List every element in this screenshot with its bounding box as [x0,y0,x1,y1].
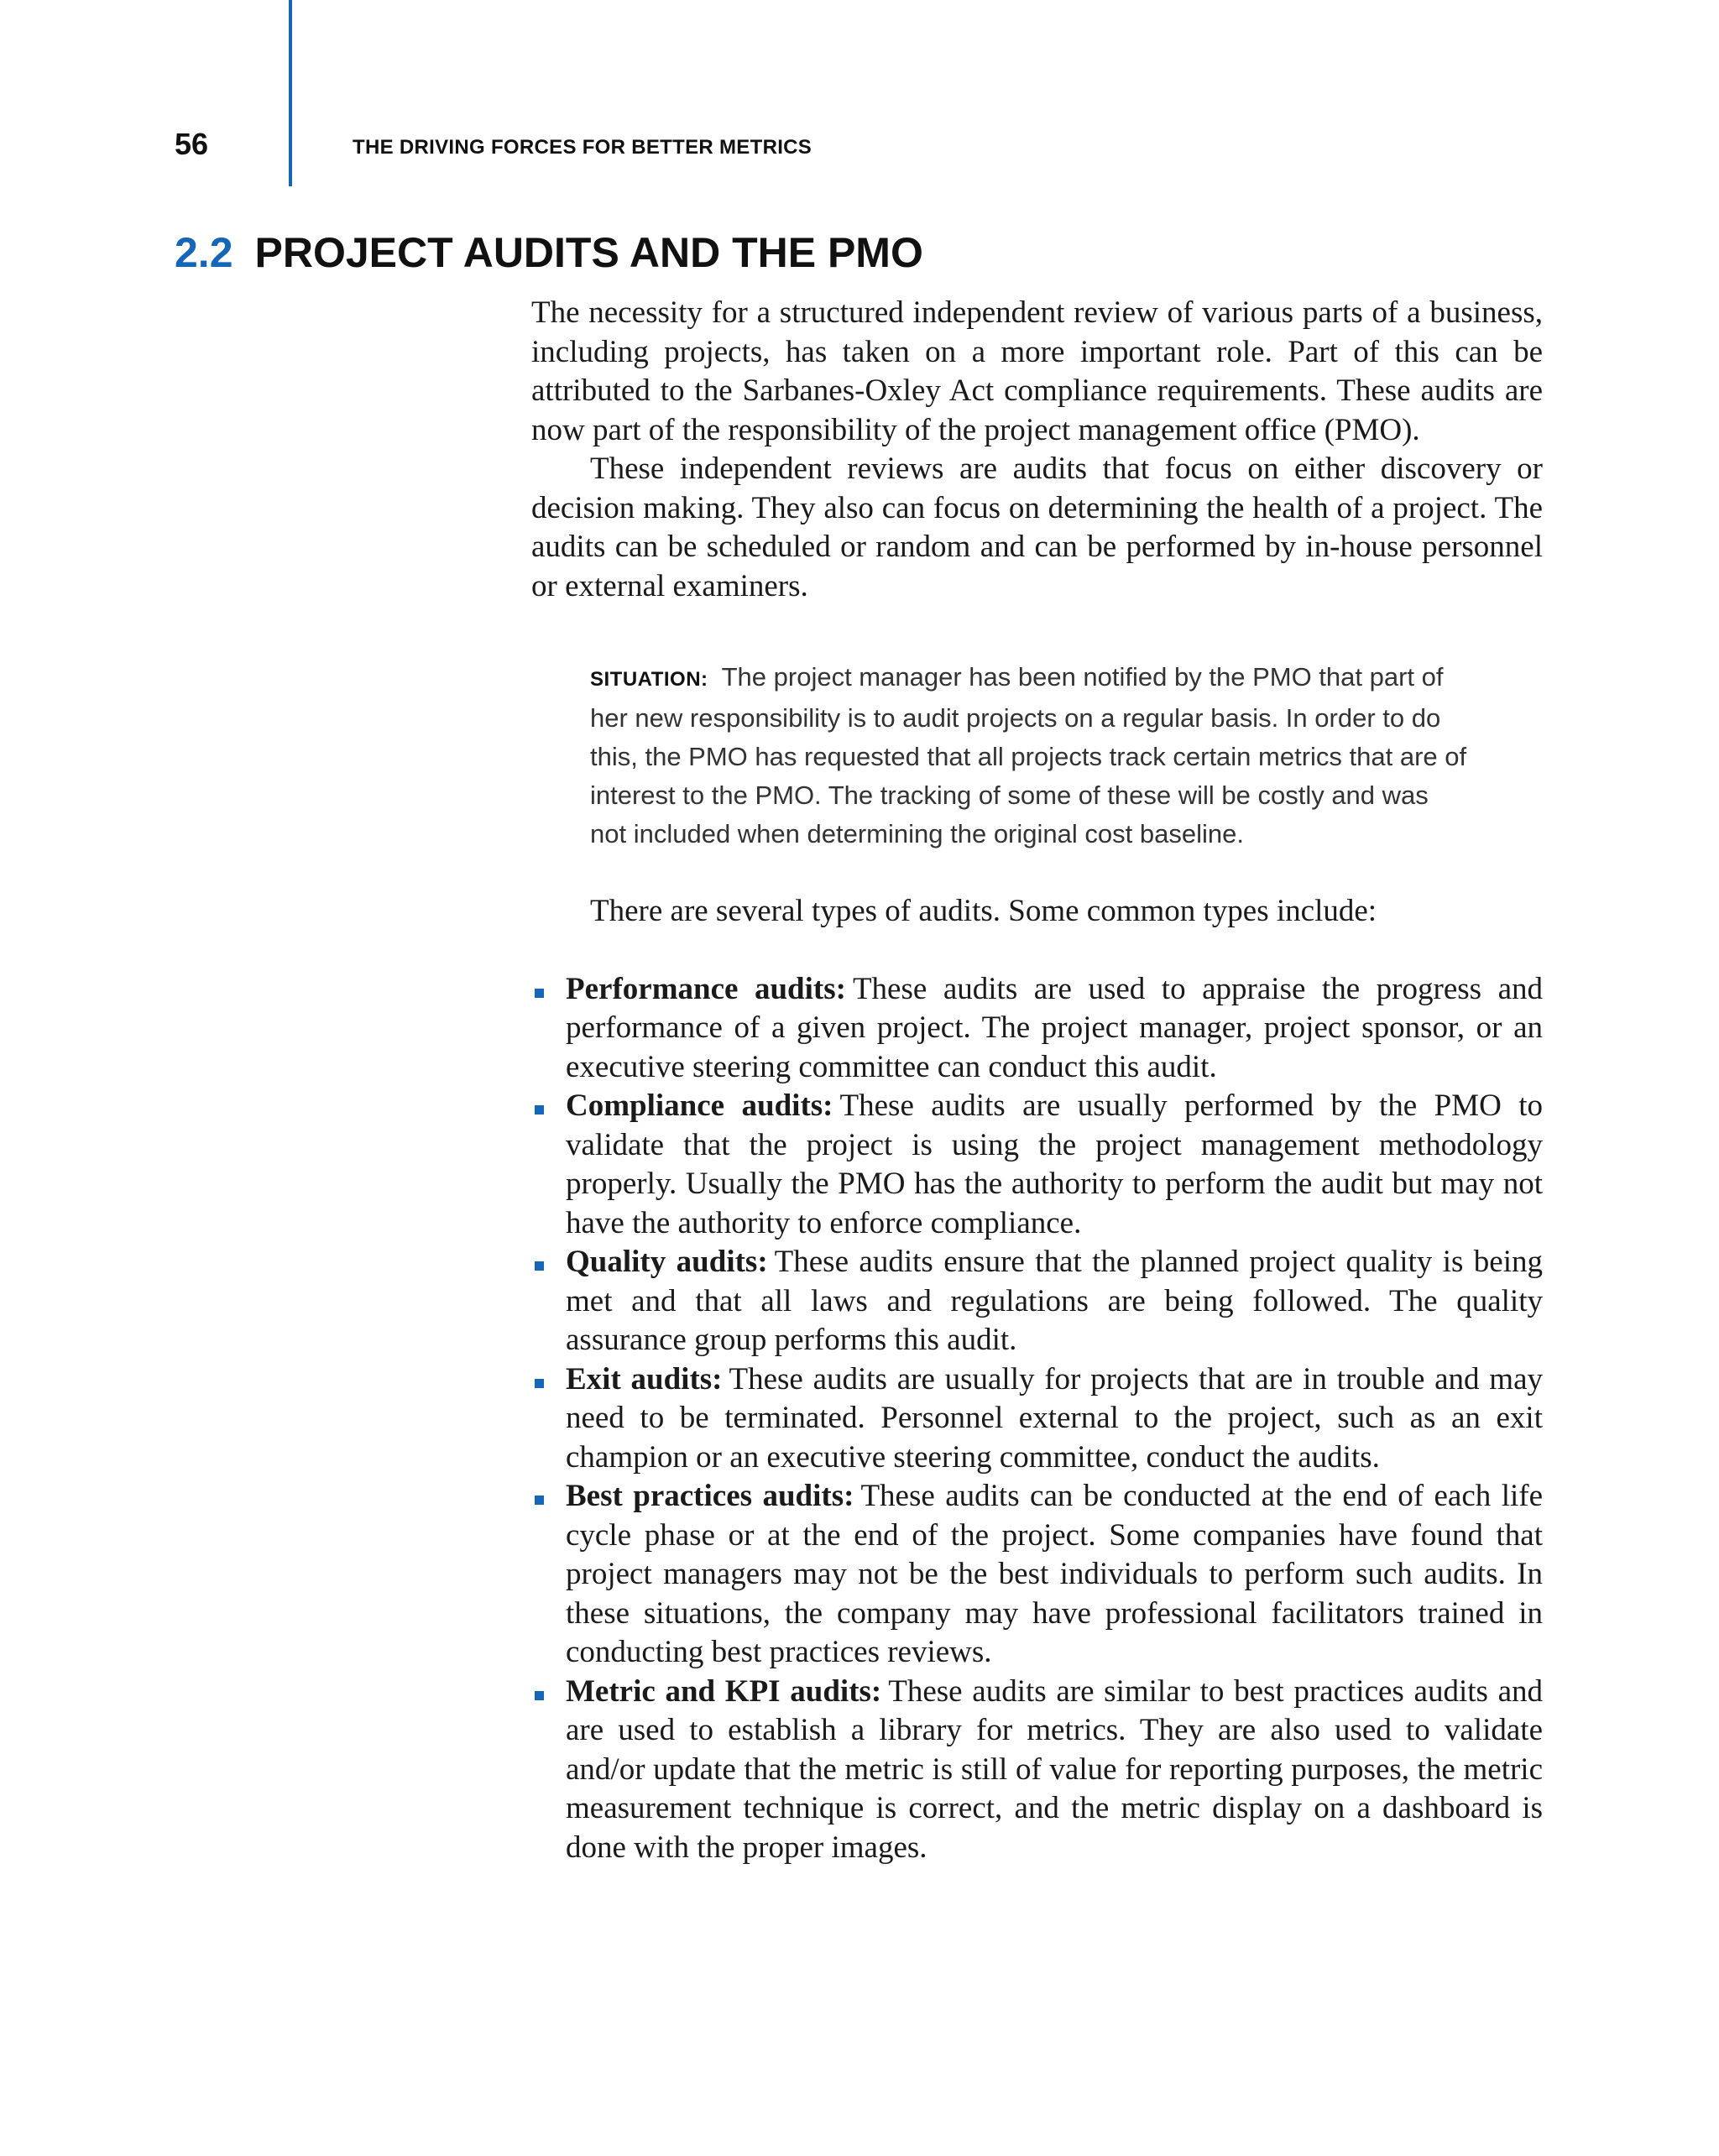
list-item-term: Performance audits: [566,971,846,1006]
list-item-term: Best practices audits: [566,1479,854,1513]
list-item [531,1243,1543,1360]
header-rule [289,0,292,186]
situation-box [590,658,1471,854]
bullet-square-icon [535,989,544,998]
list-item-term: Metric and KPI audits: [566,1673,882,1709]
list-item [531,1360,1543,1478]
list-item-text: These audits are usually for projects that are in trouble and may need to be terminated. Personnel external to the project, such as an exit champion or an executive steering committee, conduct the audits. [566,1361,1543,1475]
running-head: THE DRIVING FORCES FOR BETTER METRICS [353,136,812,159]
page-number: 56 [175,127,209,161]
list-item-term: Quality audits: [566,1245,768,1279]
bullet-square-icon [535,1261,544,1271]
paragraph-1: The necessity for a structured independent review of various parts of a business, including projects, has taken on a more important role. Part of this can be attributed to the Sarbanes-Oxley Act compliance requirements. These audits are now part of the responsibility of the project management office (PMO). [531,295,1543,447]
list-item-text: These audits are usually performed by the PMO to validate that the project is using the project management methodology properly. Usually the PMO has the authority to perform the audit but may not have the authority to enforce compliance. [566,1088,1543,1240]
list-item-term: Compliance audits: [566,1088,833,1123]
list-item-term: Exit audits: [566,1361,723,1396]
paragraph-2: These independent reviews are audits that focus on either discovery or decision making. They also can focus on determining the health of a project. The audits can be scheduled or random and can be performed by in-house personnel or external examiners. [531,452,1543,603]
section-title: PROJECT AUDITS AND THE PMO [254,229,923,276]
bullet-square-icon [535,1691,544,1700]
situation-text: The project manager has been notified by the PMO that part of her new responsibility is to audit projects on a regular basis. In order to do this, the PMO has requested that all projects track certain metrics that are of interest to the PMO. The tracking of some of these will be costly and was not included when determining the original cost baseline. [590,662,1467,848]
bullet-square-icon [535,1379,544,1388]
bullet-square-icon [535,1496,544,1505]
list-item [531,1477,1543,1673]
section-number: 2.2 [175,229,233,276]
audit-types-intro: There are several types of audits. Some common types include: [590,894,1377,928]
list-item [531,970,1543,1088]
list-item [531,1087,1543,1243]
section-heading [175,227,923,279]
list-item-text: These audits ensure that the planned project quality is being met and that all laws and regulations are being followed. The quality assurance group performs this audit. [566,1245,1544,1357]
list-item-text: These audits are used to appraise the progress and performance of a given project. The project manager, project sponsor, or an executive steering committee can conduct this audit. [566,971,1543,1084]
audit-types-list [531,970,1543,1868]
list-item [531,1673,1543,1868]
list-item-text: These audits are similar to best practices audits and are used to establish a library for metrics. They are also used to validate and/or update that the metric is still of value for reporting purposes, the metric measurement technique is correct, and the metric display on a dashboard is done with the proper images. [566,1673,1543,1865]
list-item-text: These audits can be conducted at the end of each life cycle phase or at the end of the project. Some companies have found that project managers may not be the best individuals to perform such audits. In these situations, the company may have professional facilitators trained in conducting best practices reviews. [566,1479,1543,1669]
body-column [531,294,1543,1867]
situation-label: SITUATION: [590,668,708,691]
bullet-square-icon [535,1105,544,1115]
